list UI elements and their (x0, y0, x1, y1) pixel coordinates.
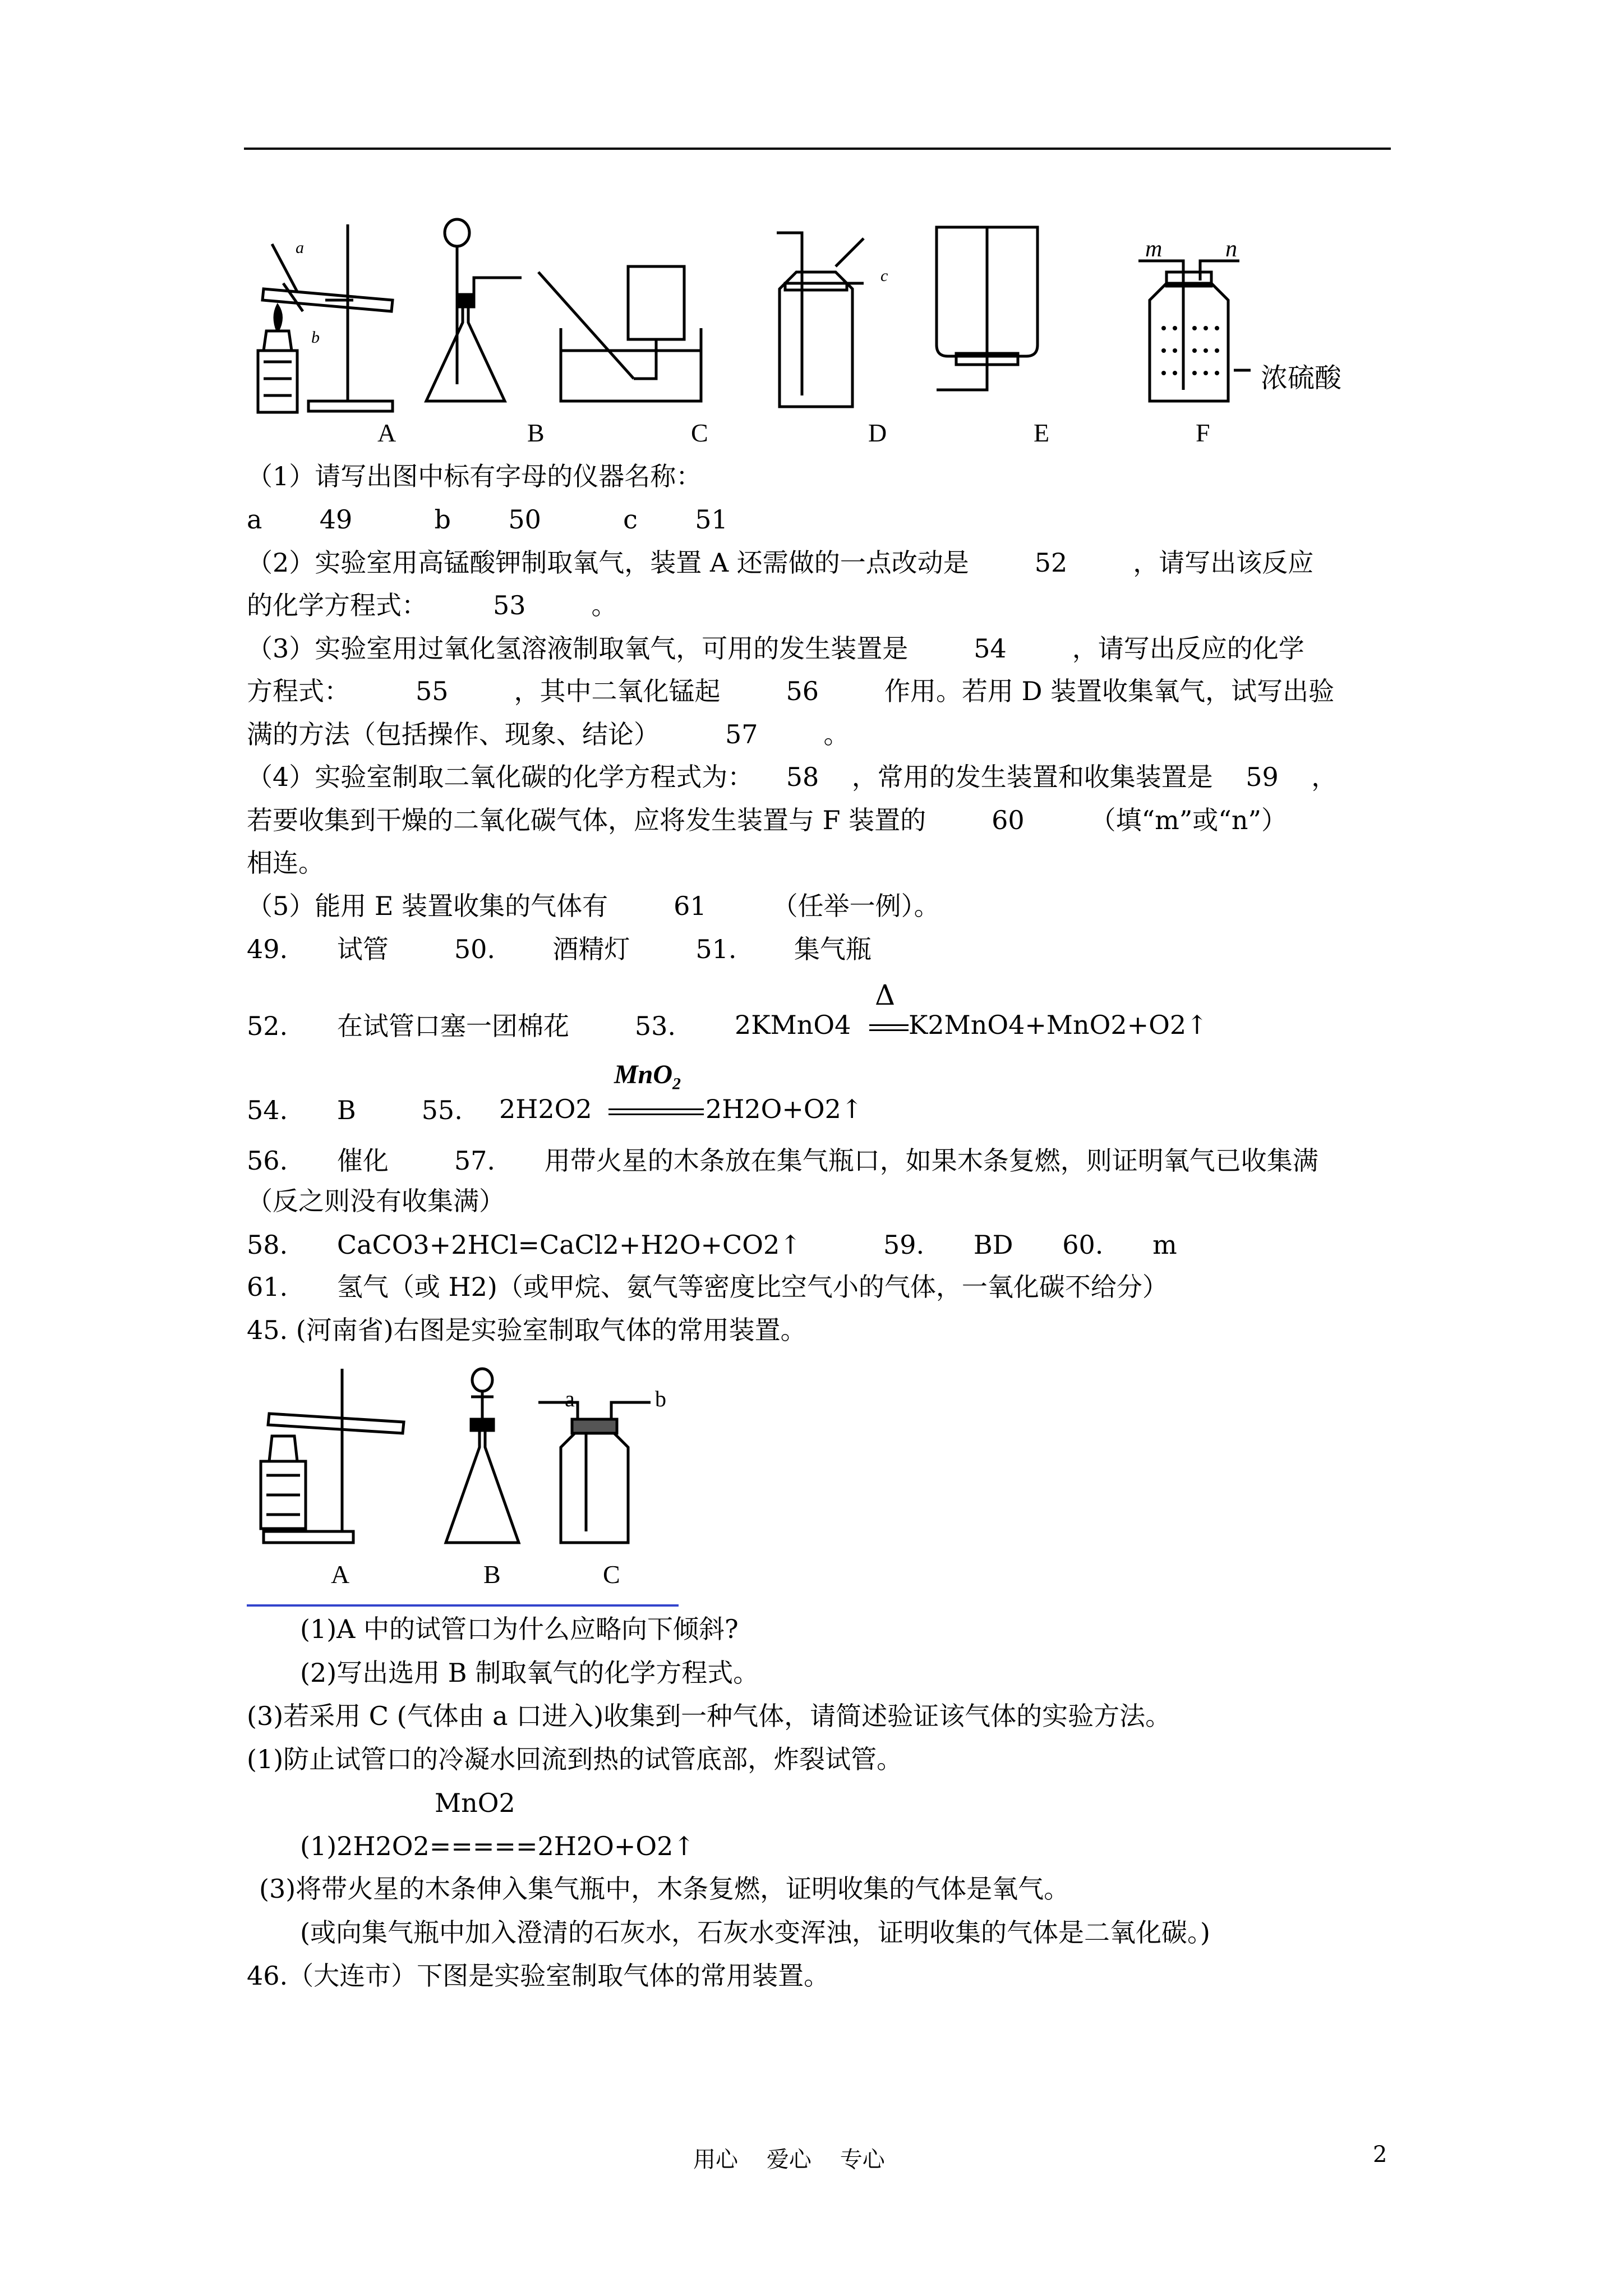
question-4-line-1: （4）实验室制取二氧化碳的化学方程式为： 58 ，常用的发生装置和收集装置是 59 ， (247, 762, 1338, 792)
figure1-part-c-label: c (880, 266, 888, 285)
question-2-line-1: （2）实验室用高锰酸钾制取氧气，装置 A 还需做的一点改动是 52 ，请写出该反应 (247, 547, 1314, 578)
figure1-label-e: E (1034, 418, 1050, 447)
figure1-part-b-label: b (311, 328, 320, 347)
answers-58-60: 58. CaCO3+2HCl=CaCl2+H2O+CO2↑ 59. BD 60. m (247, 1230, 1177, 1260)
eq55-catalyst-subscript: 2 (672, 1074, 681, 1093)
sulfuric-acid-label: 浓硫酸 (1261, 362, 1342, 394)
heat-symbol: Δ (875, 979, 896, 1011)
eq55-double-line (608, 1108, 704, 1115)
figure2-label-a: A (331, 1560, 350, 1589)
question-3-line-2: 方程式： 55 ，其中二氧化锰起 56 作用。若用 D 装置收集氧气，试写出验 (247, 676, 1335, 706)
figure1-part-a-label: a (296, 238, 304, 257)
question-1-blanks: a 49 b 50 c 51 (247, 504, 728, 535)
answers-49-51: 49. 试管 50. 酒精灯 51. 集气瓶 (247, 934, 872, 964)
figure1-label-c: C (691, 418, 708, 447)
question-3-line-1: （3）实验室用过氧化氢溶液制取氧气，可用的发生装置是 54 ，请写出反应的化学 (247, 633, 1304, 664)
problem-45-question-2: (2)写出选用 B 制取氧气的化学方程式。 (300, 1658, 759, 1688)
problem-45-answer-3-alt: (或向集气瓶中加入澄清的石灰水，石灰水变浑浊，证明收集的气体是二氧化碳。) (300, 1917, 1210, 1948)
answer-57-continued: （反之则没有收集满） (247, 1186, 505, 1216)
problem-45-answer-1: (1)防止试管口的冷凝水回流到热的试管底部，炸裂试管。 (247, 1744, 903, 1774)
header-rule (244, 148, 1391, 150)
eq55-products: 2H2O+O2↑ (706, 1094, 863, 1124)
answers-52-53: 52. 在试管口塞一团棉花 53. (247, 1011, 676, 1041)
figure2-port-a-label: a (565, 1386, 575, 1411)
eq53-double-line (869, 1024, 909, 1031)
problem-45-answer-2-catalyst: MnO2 (435, 1788, 515, 1818)
apparatus-figure-2 (247, 1363, 695, 1565)
figure1-port-m-label: m (1145, 236, 1163, 262)
problem-46-intro: 46.（大连市）下图是实验室制取气体的常用装置。 (247, 1961, 830, 1991)
figure1-label-a: A (377, 418, 396, 447)
apparatus-figure-1 (241, 216, 1419, 418)
figure1-label-d: D (868, 418, 887, 447)
figure2-label-c: C (603, 1560, 620, 1589)
eq53-products: K2MnO4+MnO2+O2↑ (909, 1010, 1208, 1040)
eq53-reactant: 2KMnO4 (735, 1010, 851, 1040)
answer-61: 61. 氢气（或 H2)（或甲烷、氨气等密度比空气小的气体，一氧化碳不给分） (247, 1272, 1168, 1302)
question-2-line-2: 的化学方程式： 53 。 (247, 590, 617, 620)
question-4-line-2: 若要收集到干燥的二氧化碳气体，应将发生装置与 F 装置的 60 （填“m”或“n”） (247, 805, 1287, 835)
question-4-line-3: 相连。 (247, 848, 324, 878)
figure1-port-n-label: n (1225, 236, 1237, 262)
question-1: （1）请写出图中标有字母的仪器名称： (247, 461, 702, 491)
figure2-label-b: B (483, 1560, 501, 1589)
answers-56-57: 56. 催化 57. 用带火星的木条放在集气瓶口，如果木条复燃，则证明氧气已收集满 (247, 1145, 1318, 1176)
question-3-line-3: 满的方法（包括操作、现象、结论） 57 。 (247, 719, 850, 749)
answers-54-55: 54. B 55. (247, 1095, 463, 1125)
eq55-catalyst (614, 1059, 681, 1094)
question-5: （5）能用 E 装置收集的气体有 61 （任举一例）。 (247, 891, 940, 921)
figure1-label-b: B (527, 418, 545, 447)
problem-45-question-1: (1)A 中的试管口为什么应略向下倾斜? (300, 1614, 739, 1644)
blue-separator (247, 1604, 679, 1607)
figure1-label-f: F (1196, 418, 1210, 447)
page-number: 2 (1373, 2142, 1387, 2168)
problem-45-question-3: (3)若采用 C (气体由 a 口进入)收集到一种气体，请简述验证该气体的实验方法。 (247, 1701, 1172, 1731)
footer-motto: 用心 爱心 专心 (693, 2147, 885, 2173)
eq55-reactant: 2H2O2 (499, 1094, 592, 1124)
problem-45-answer-3: (3)将带火星的木条伸入集气瓶中，木条复燃，证明收集的气体是氧气。 (259, 1874, 1070, 1904)
figure2-port-b-label: b (655, 1386, 666, 1411)
eq55-catalyst-text: MnO (614, 1060, 673, 1089)
problem-45-answer-2: (1)2H2O2=====2H2O+O2↑ (300, 1831, 695, 1861)
problem-45-intro: 45. (河南省)右图是实验室制取气体的常用装置。 (247, 1315, 806, 1345)
